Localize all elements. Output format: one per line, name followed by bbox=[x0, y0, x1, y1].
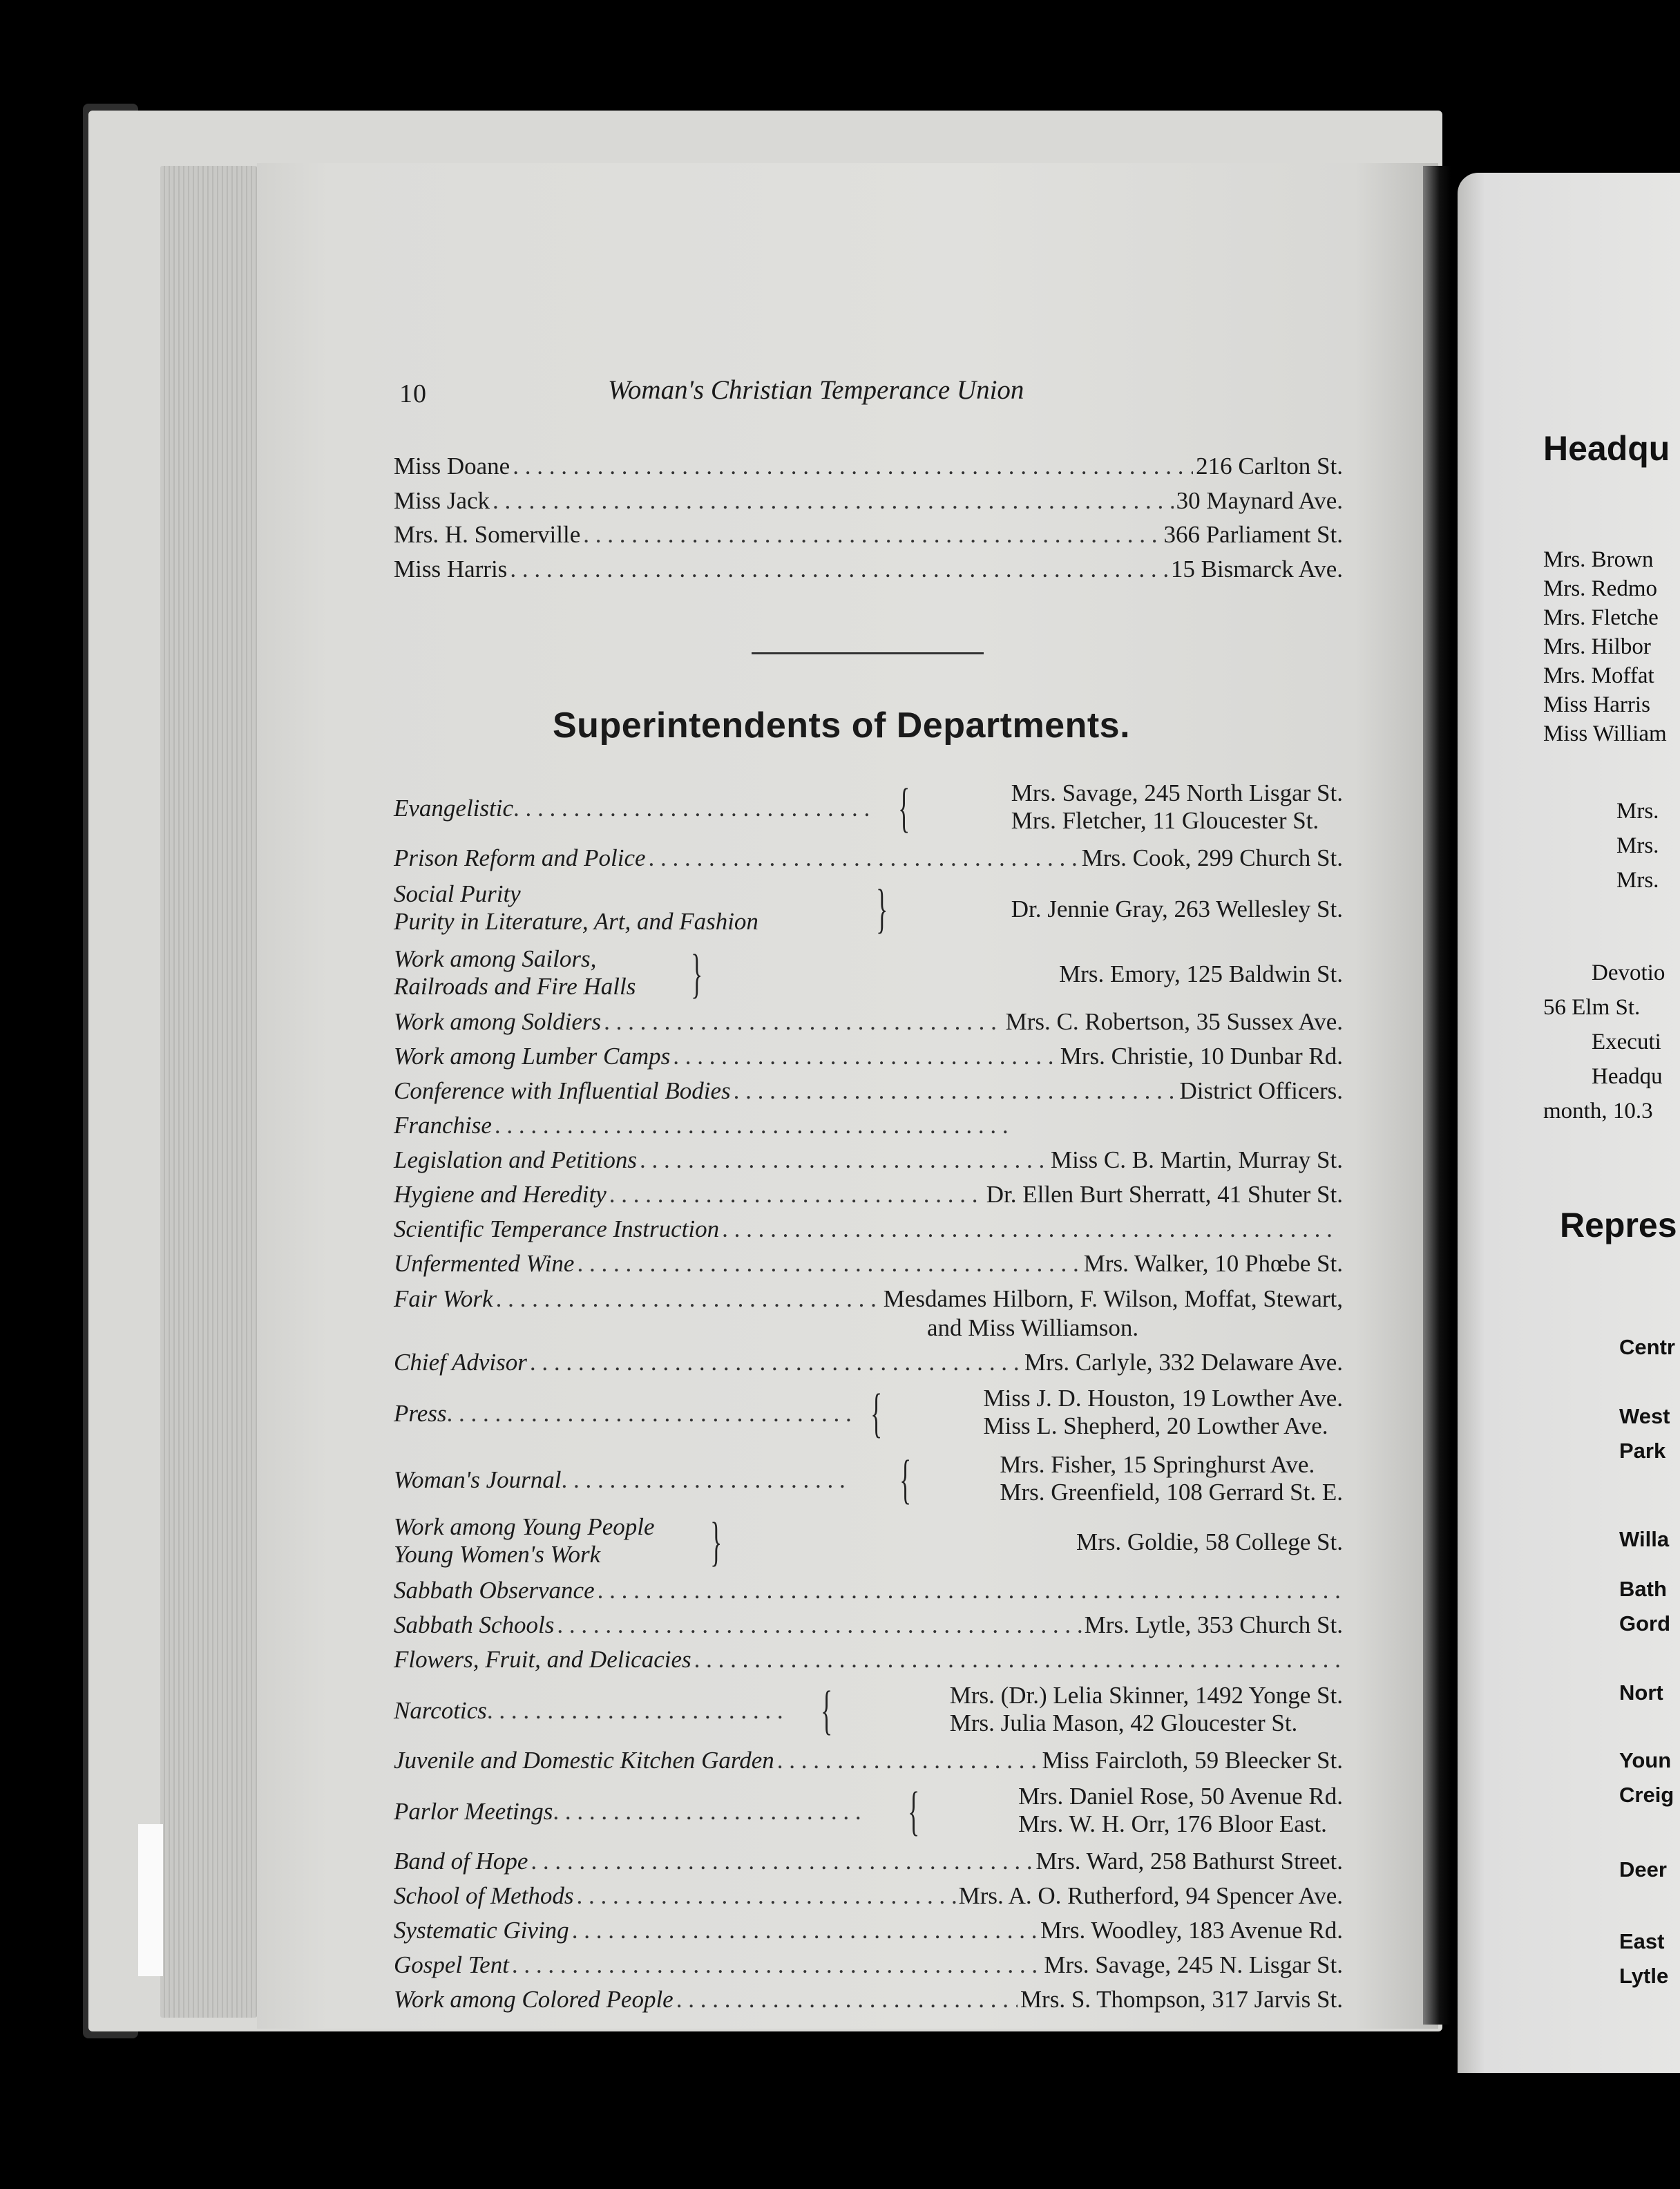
department-label: Flowers, Fruit, and Delicacies bbox=[394, 1646, 691, 1673]
department-label: Fair Work bbox=[394, 1285, 493, 1312]
department-press bbox=[394, 1385, 1343, 1443]
department-label: Work among Lumber Camps bbox=[394, 1043, 671, 1070]
right-page-name: Miss William bbox=[1543, 721, 1667, 746]
right-page-union: Nort bbox=[1619, 1680, 1663, 1705]
leader-dots bbox=[722, 1215, 1340, 1243]
section-divider bbox=[752, 652, 984, 654]
department-label: Sabbath Observance bbox=[394, 1577, 595, 1604]
department-label: Sabbath Schools bbox=[394, 1611, 555, 1638]
leader-dots bbox=[496, 1285, 881, 1313]
entry-address: 30 Maynard Ave. bbox=[1176, 487, 1343, 514]
department-label: Press bbox=[394, 1400, 447, 1427]
department-label: Scientific Temperance Instruction bbox=[394, 1215, 720, 1242]
department-young-people bbox=[394, 1513, 1343, 1571]
leader-dots bbox=[734, 1077, 1177, 1105]
right-page-name: Mrs. Hilbor bbox=[1543, 634, 1651, 659]
department-officer: Mrs. Woodley, 183 Avenue Rd. bbox=[1040, 1917, 1343, 1944]
right-page-union: Centr bbox=[1619, 1335, 1675, 1359]
department-label: Social Purity bbox=[394, 880, 521, 907]
officer-line: Mrs. (Dr.) Lelia Skinner, 1492 Yonge St. bbox=[949, 1682, 1343, 1709]
department-row bbox=[394, 1077, 1343, 1109]
page-number: 10 bbox=[399, 379, 427, 408]
department-label: Chief Advisor bbox=[394, 1349, 527, 1376]
right-page-union: Creig bbox=[1619, 1783, 1674, 1807]
leader-dots bbox=[598, 1577, 1340, 1604]
officer-line: Mrs. Greenfield, 108 Gerrard St. E. bbox=[1000, 1479, 1343, 1506]
leader-dots bbox=[553, 1798, 863, 1826]
department-womans-journal bbox=[394, 1451, 1343, 1509]
leader-dots bbox=[495, 1112, 1013, 1139]
book-gutter bbox=[1423, 166, 1451, 2025]
right-page-text: Executi bbox=[1592, 1030, 1661, 1054]
department-officer: Mrs. Walker, 10 Phœbe St. bbox=[1083, 1250, 1343, 1277]
department-label: Work among Young People bbox=[394, 1513, 655, 1540]
leader-dots bbox=[777, 1747, 1040, 1774]
leader-dots bbox=[530, 1349, 1022, 1376]
leader-dots bbox=[609, 1181, 984, 1209]
brace: { bbox=[821, 1680, 833, 1740]
department-officers bbox=[984, 1385, 1343, 1440]
right-page-officer: Mrs. bbox=[1616, 799, 1659, 824]
leader-dots bbox=[561, 1466, 851, 1494]
leader-dots bbox=[512, 1951, 1041, 1979]
department-label: Franchise bbox=[394, 1112, 492, 1139]
leader-dots bbox=[640, 1146, 1048, 1174]
department-row bbox=[394, 1577, 1343, 1609]
officer-line: Miss J. D. Houston, 19 Lowther Ave. bbox=[983, 1385, 1343, 1412]
department-officer: Mrs. Carlyle, 332 Delaware Ave. bbox=[1024, 1349, 1343, 1376]
right-page-union: Bath bbox=[1619, 1577, 1667, 1601]
section-heading: Superintendents of Departments. bbox=[553, 705, 1131, 746]
department-officer: Mrs. Christie, 10 Dunbar Rd. bbox=[1060, 1043, 1343, 1070]
leader-dots bbox=[487, 1697, 784, 1725]
leader-dots bbox=[513, 795, 872, 822]
entry-row bbox=[394, 556, 1343, 587]
department-row bbox=[394, 1112, 1015, 1144]
department-label: Gospel Tent bbox=[394, 1951, 509, 1978]
department-row bbox=[394, 1043, 1343, 1074]
brace: { bbox=[870, 1383, 883, 1443]
department-officer: Mrs. A. O. Rutherford, 94 Spencer Ave. bbox=[958, 1882, 1343, 1909]
department-officer: Dr. Ellen Burt Sherratt, 41 Shuter St. bbox=[986, 1181, 1343, 1208]
department-officers bbox=[1011, 779, 1343, 835]
department-officer: Mrs. C. Robertson, 35 Sussex Ave. bbox=[1005, 1008, 1343, 1035]
department-row bbox=[394, 1848, 1343, 1879]
department-row bbox=[394, 1146, 1343, 1178]
officer-line: Mrs. Julia Mason, 42 Gloucester St. bbox=[949, 1709, 1298, 1736]
department-row bbox=[394, 1611, 1343, 1643]
department-evangelistic bbox=[394, 779, 1343, 837]
entry-address: 216 Carlton St. bbox=[1196, 453, 1343, 480]
department-officer: Miss Faircloth, 59 Bleecker St. bbox=[1042, 1747, 1343, 1774]
running-header-title: Woman's Christian Temperance Union bbox=[608, 375, 1024, 405]
right-page-union: Deer bbox=[1619, 1857, 1667, 1882]
department-officer-line bbox=[725, 1528, 1343, 1556]
department-label: Work among Colored People bbox=[394, 1986, 674, 2013]
department-labels bbox=[394, 880, 758, 936]
department-row bbox=[394, 1646, 1343, 1678]
leader-dots bbox=[583, 521, 1161, 549]
officer-line: Mrs. Savage, 245 North Lisgar St. bbox=[1011, 779, 1343, 806]
officer-line: Miss L. Shepherd, 20 Lowther Ave. bbox=[983, 1412, 1328, 1439]
entry-name: Miss Jack bbox=[394, 487, 490, 514]
department-label: Band of Hope bbox=[394, 1848, 528, 1875]
officer-line: Mrs. Goldie, 58 College St. bbox=[1076, 1528, 1343, 1555]
leader-dots bbox=[557, 1611, 1081, 1639]
leader-dots bbox=[510, 556, 1168, 583]
entry-address: 15 Bismarck Ave. bbox=[1170, 556, 1343, 582]
right-page-text: Devotio bbox=[1592, 960, 1665, 985]
department-row bbox=[394, 1008, 1343, 1040]
department-officers bbox=[1011, 896, 1343, 923]
right-page-name: Mrs. Fletche bbox=[1543, 605, 1659, 630]
page-edge-highlight bbox=[138, 1824, 163, 1976]
right-page-union: Park bbox=[1619, 1439, 1666, 1463]
department-row bbox=[394, 1917, 1343, 1949]
department-label: Work among Soldiers bbox=[394, 1008, 602, 1035]
officer-line: Mrs. Daniel Rose, 50 Avenue Rd. bbox=[1018, 1783, 1343, 1810]
officer-line: Mrs. Fletcher, 11 Gloucester St. bbox=[1011, 807, 1319, 834]
department-officer: Mesdames Hilborn, F. Wilson, Moffat, Stewart, bbox=[883, 1285, 1343, 1312]
entry-address: 366 Parliament St. bbox=[1163, 521, 1343, 548]
department-label: Narcotics bbox=[394, 1697, 487, 1724]
department-label: Conference with Influential Bodies bbox=[394, 1077, 731, 1104]
department-label: Systematic Giving bbox=[394, 1917, 569, 1944]
right-page-officer: Mrs. bbox=[1616, 833, 1659, 858]
department-officer: Mrs. Ward, 258 Bathurst Street. bbox=[1035, 1848, 1343, 1875]
right-page-name: Miss Harris bbox=[1543, 692, 1650, 717]
leader-dots bbox=[577, 1882, 956, 1910]
department-label: Evangelistic bbox=[394, 795, 514, 822]
leader-dots bbox=[446, 1400, 854, 1428]
department-label: Woman's Journal bbox=[394, 1466, 562, 1493]
department-officer-line bbox=[705, 960, 1343, 988]
department-label: School of Methods bbox=[394, 1882, 574, 1909]
department-officer: District Officers. bbox=[1179, 1077, 1343, 1104]
department-row bbox=[394, 1882, 1343, 1914]
department-labels bbox=[394, 1513, 655, 1569]
leader-dots bbox=[513, 453, 1193, 480]
department-officer-continued: and Miss Williamson. bbox=[927, 1314, 1139, 1341]
right-page-name: Mrs. Redmo bbox=[1543, 576, 1657, 601]
right-page-officer: Mrs. bbox=[1616, 868, 1659, 893]
department-officers bbox=[1018, 1783, 1343, 1838]
entry-name: Mrs. H. Somerville bbox=[394, 521, 581, 548]
page-edges bbox=[160, 166, 257, 2018]
leader-dots bbox=[673, 1043, 1057, 1070]
department-narcotics bbox=[394, 1682, 1343, 1740]
department-row bbox=[394, 1181, 1343, 1213]
department-row bbox=[394, 1747, 1343, 1779]
department-officer: Mrs. Savage, 245 N. Lisgar St. bbox=[1044, 1951, 1343, 1978]
leader-dots bbox=[676, 1986, 1018, 2013]
department-row bbox=[394, 1215, 1343, 1247]
right-page-union: Willa bbox=[1619, 1527, 1670, 1551]
leader-dots bbox=[531, 1848, 1033, 1875]
brace: } bbox=[691, 943, 703, 1003]
department-label: Legislation and Petitions bbox=[394, 1146, 637, 1173]
right-page-union: Lytle bbox=[1619, 1964, 1669, 1988]
leader-dots bbox=[577, 1250, 1080, 1278]
right-page-heading: Repres bbox=[1560, 1206, 1677, 1244]
department-officer: Mrs. S. Thompson, 317 Jarvis St. bbox=[1020, 1986, 1343, 2013]
department-label: Parlor Meetings bbox=[394, 1798, 553, 1825]
department-sailors bbox=[394, 945, 1343, 1003]
department-label: Hygiene and Heredity bbox=[394, 1181, 607, 1208]
department-officer: Mrs. Lytle, 353 Church St. bbox=[1084, 1611, 1343, 1638]
leader-dots bbox=[572, 1917, 1038, 1944]
department-row bbox=[394, 1285, 1343, 1317]
leader-dots bbox=[694, 1646, 1340, 1674]
leader-dots bbox=[649, 844, 1079, 872]
department-row bbox=[394, 1250, 1343, 1282]
leader-dots bbox=[493, 487, 1174, 515]
officer-line: Mrs. Emory, 125 Baldwin St. bbox=[1059, 960, 1343, 987]
right-page-name: Mrs. Moffat bbox=[1543, 663, 1654, 688]
brace: } bbox=[710, 1511, 723, 1571]
right-page-text: Headqu bbox=[1592, 1064, 1663, 1089]
department-label: Juvenile and Domestic Kitchen Garden bbox=[394, 1747, 774, 1774]
department-label: Purity in Literature, Art, and Fashion bbox=[394, 908, 758, 935]
officer-line: Mrs. Fisher, 15 Springhurst Ave. bbox=[1000, 1451, 1315, 1478]
department-label: Railroads and Fire Halls bbox=[394, 973, 636, 1000]
department-parlor-meetings bbox=[394, 1783, 1343, 1841]
right-page-union: Youn bbox=[1619, 1748, 1672, 1772]
right-page-union: Gord bbox=[1619, 1611, 1671, 1636]
right-page-union: West bbox=[1619, 1404, 1670, 1428]
department-social-purity bbox=[394, 880, 1343, 938]
entry-row bbox=[394, 487, 1343, 519]
department-officers bbox=[950, 1682, 1343, 1737]
officer-line: Mrs. W. H. Orr, 176 Bloor East. bbox=[1018, 1810, 1327, 1837]
officer-line: Dr. Jennie Gray, 263 Wellesley St. bbox=[1011, 896, 1343, 922]
right-page-heading: Headqu bbox=[1543, 429, 1670, 468]
department-label: Unfermented Wine bbox=[394, 1250, 575, 1277]
right-page-text: month, 10.3 bbox=[1543, 1099, 1653, 1124]
brace: } bbox=[876, 878, 888, 938]
right-page-name: Mrs. Brown bbox=[1543, 547, 1654, 572]
department-row bbox=[394, 1951, 1343, 1983]
department-officer: Miss C. B. Martin, Murray St. bbox=[1051, 1146, 1343, 1173]
department-labels bbox=[394, 945, 636, 1001]
department-officers bbox=[1000, 1451, 1343, 1506]
entry-name: Miss Harris bbox=[394, 556, 508, 582]
department-row bbox=[394, 844, 1343, 876]
department-label: Prison Reform and Police bbox=[394, 844, 646, 871]
leader-dots bbox=[604, 1008, 1002, 1036]
brace: { bbox=[908, 1781, 920, 1841]
entry-row bbox=[394, 521, 1343, 553]
entry-row bbox=[394, 453, 1343, 484]
department-officer: Mrs. Cook, 299 Church St. bbox=[1081, 844, 1343, 871]
department-label: Young Women's Work bbox=[394, 1541, 601, 1568]
entry-name: Miss Doane bbox=[394, 453, 510, 480]
right-page-union: East bbox=[1619, 1929, 1665, 1953]
department-row bbox=[394, 1986, 1343, 2018]
department-row bbox=[394, 1349, 1343, 1381]
right-page-text: 56 Elm St. bbox=[1543, 995, 1641, 1020]
department-label: Work among Sailors, bbox=[394, 945, 597, 972]
brace: { bbox=[898, 777, 910, 837]
brace: { bbox=[899, 1449, 912, 1509]
